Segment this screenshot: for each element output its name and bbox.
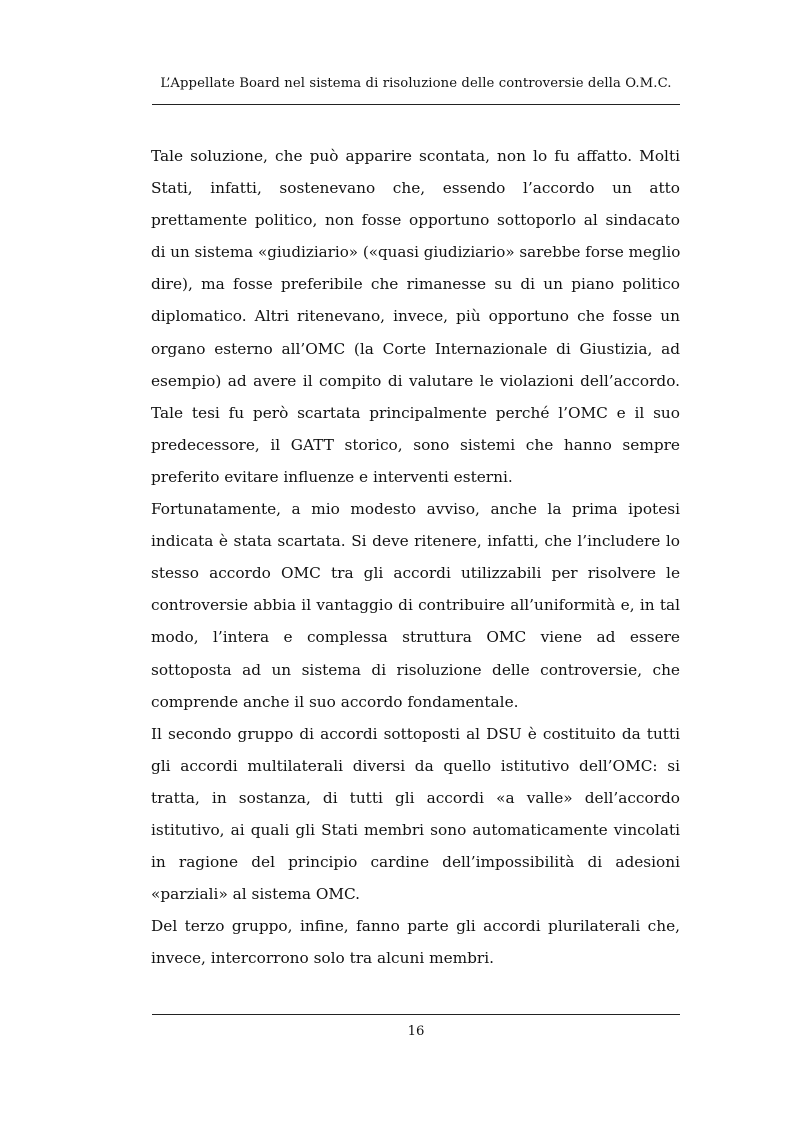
text-line: organo esterno all’OMC (la Corte Internazionale di Giustizia, ad xyxy=(151,339,680,358)
text-line: istitutivo, ai quali gli Stati membri sono automaticamente vincolati xyxy=(151,820,680,839)
text-line: esempio) ad avere il compito di valutare le violazioni dell’accordo. xyxy=(151,371,680,390)
paragraph xyxy=(151,140,680,493)
header-rule xyxy=(152,104,680,105)
text-line: sottoposta ad un sistema di risoluzione delle controversie, che xyxy=(151,660,680,679)
text-line: modo, l’intera e complessa struttura OMC viene ad essere xyxy=(151,628,680,647)
text-line: Tale tesi fu però scartata principalmente perché l’OMC e il suo xyxy=(151,403,680,422)
text-line: Stati, infatti, sostenevano che, essendo l’accordo un atto xyxy=(151,179,680,198)
text-line: Il secondo gruppo di accordi sottoposti al DSU è costituito da tutti xyxy=(151,724,680,743)
paragraph xyxy=(151,718,680,911)
body-text xyxy=(151,140,680,974)
page-number: 16 xyxy=(407,1024,425,1039)
text-line: stesso accordo OMC tra gli accordi utilizzabili per risolvere le xyxy=(151,564,680,583)
text-line: tratta, in sostanza, di tutti gli accordi «a valle» dell’accordo xyxy=(151,788,680,807)
text-line: invece, intercorrono solo tra alcuni membri. xyxy=(151,949,494,968)
text-line: Fortunatamente, a mio modesto avviso, anche la prima ipotesi xyxy=(151,500,680,519)
text-line: diplomatico. Altri ritenevano, invece, più opportuno che fosse un xyxy=(151,307,680,326)
text-line: predecessore, il GATT storico, sono sistemi che hanno sempre xyxy=(151,435,680,454)
text-line: indicata è stata scartata. Si deve ritenere, infatti, che l’includere lo xyxy=(151,532,680,551)
text-line: dire), ma fosse preferibile che rimanesse su di un piano politico xyxy=(151,275,680,294)
text-line: in ragione del principio cardine dell’impossibilità di adesioni xyxy=(151,853,680,872)
text-line: Del terzo gruppo, infine, fanno parte gli accordi plurilaterali che, xyxy=(151,917,680,936)
text-line: preferito evitare influenze e interventi esterni. xyxy=(151,467,513,486)
text-line: di un sistema «giudiziario» («quasi giudiziario» sarebbe forse meglio xyxy=(151,243,681,262)
running-header: L’Appellate Board nel sistema di risoluzione delle controversie della O.M.C. xyxy=(160,76,672,91)
text-line: gli accordi multilaterali diversi da quello istitutivo dell’OMC: si xyxy=(151,756,680,775)
footer-rule xyxy=(152,1014,680,1015)
text-line: «parziali» al sistema OMC. xyxy=(151,885,361,904)
paragraph xyxy=(151,493,680,718)
text-line: Tale soluzione, che può apparire scontata, non lo fu affatto. Molti xyxy=(151,147,680,165)
text-line: comprende anche il suo accordo fondamentale. xyxy=(151,692,519,711)
text-line: prettamente politico, non fosse opportuno sottoporlo al sindacato xyxy=(151,211,680,230)
text-line: controversie abbia il vantaggio di contribuire all’uniformità e, in tal xyxy=(151,596,680,615)
paragraph xyxy=(151,910,680,974)
